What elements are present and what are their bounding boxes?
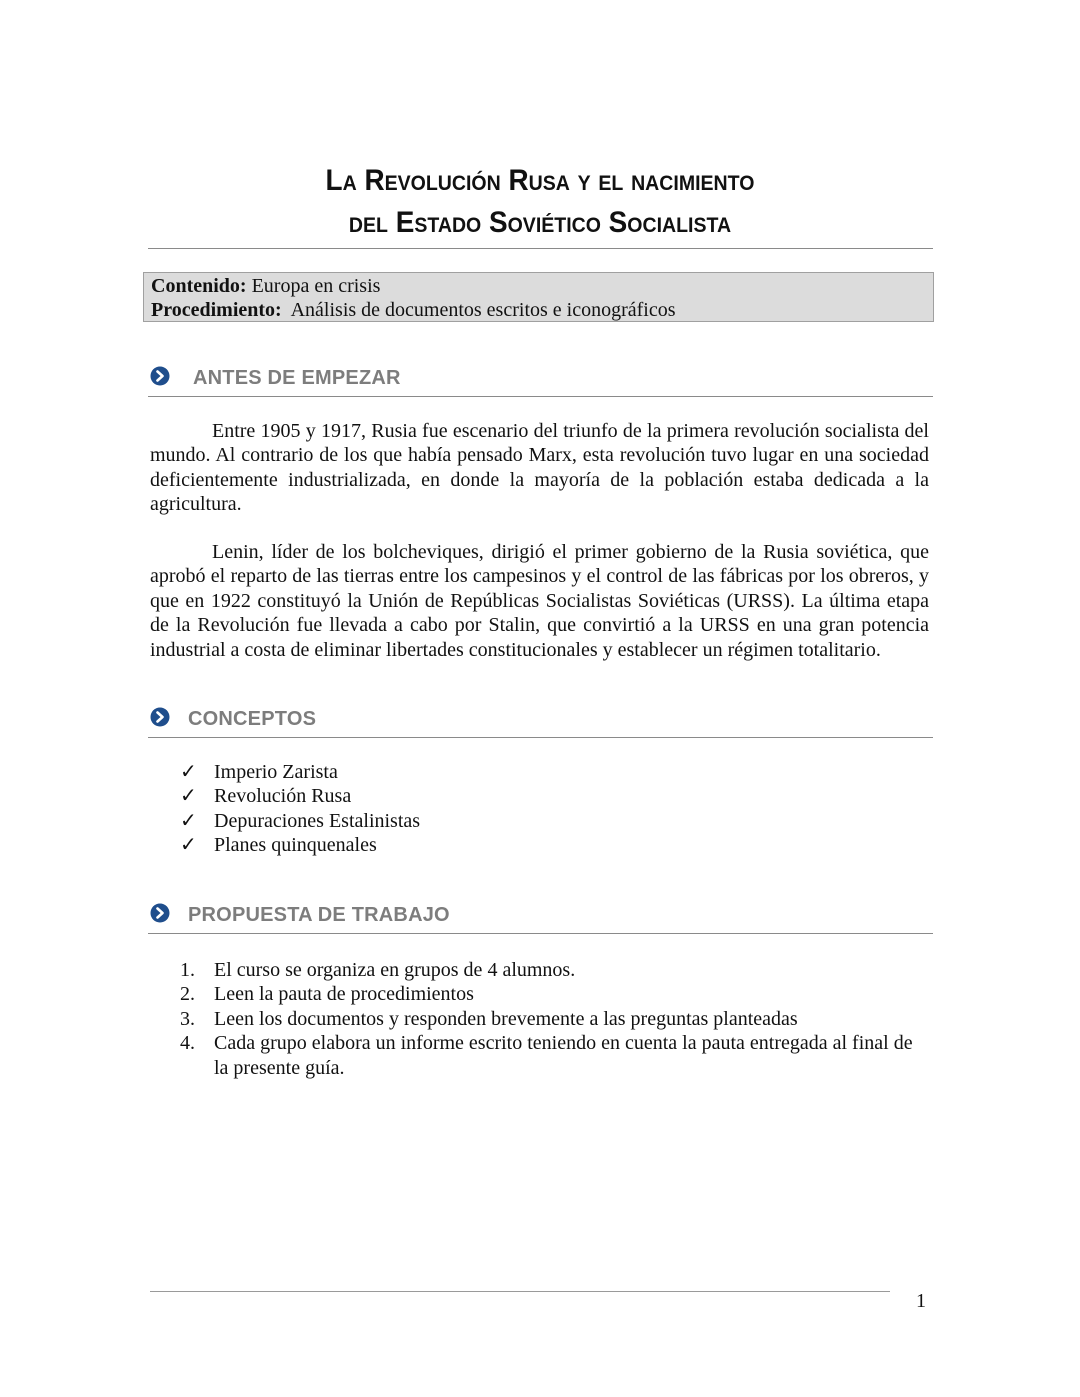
list-item	[180, 1007, 930, 1031]
list-item	[180, 760, 420, 784]
concept-text: Depuraciones Estalinistas	[214, 809, 421, 832]
concept-text: Planes quinquenales	[214, 834, 377, 857]
concept-text: Revolución Rusa	[214, 785, 352, 808]
contenido-row	[151, 274, 933, 298]
arrow-circle-icon	[150, 366, 170, 386]
procedimiento-row	[151, 298, 933, 322]
section-title-conceptos: CONCEPTOS	[188, 708, 317, 730]
task-number: 1.	[180, 959, 195, 981]
contenido-value: Europa en crisis	[246, 275, 381, 297]
list-item	[180, 1031, 930, 1080]
concept-text: Imperio Zarista	[214, 761, 338, 783]
paragraph-intro: Entre 1905 y 1917, Rusia fue escenario del triunfo de la primera revolución socialista del mundo. Al contrario de los que había pensado Marx, esta revolución tuvo lugar en una sociedad deficientemente industrializada, en donde la mayoría de la población estaba dedicada a la agricultura.	[150, 420, 929, 516]
task-text: Leen los documentos y responden brevemente a las preguntas planteadas	[214, 1007, 798, 1030]
task-number: 4.	[180, 1032, 195, 1055]
tasks-list	[180, 958, 930, 1080]
info-box	[143, 272, 934, 322]
arrow-circle-icon	[150, 903, 170, 923]
page-number: 1	[916, 1290, 926, 1312]
page-title	[175, 160, 904, 244]
title-divider	[148, 248, 933, 249]
paragraph-lenin: Lenin, líder de los bolcheviques, dirigió el primer gobierno de la Rusia soviética, que aprobó el reparto de las tierras entre los campesinos y el control de las fábricas por los obreros, y que en 1922 constituyó la Unión de Repúblicas Socialistas Soviéticas (URSS). La última etapa de la Revolución fue llevada a cabo por Stalin, que convirtió a la URSS en una gran potencia industrial a costa de eliminar libertades constitucionales y establecer un régimen totalitario.	[150, 541, 929, 661]
contenido-label: Contenido:	[151, 275, 247, 297]
list-item	[180, 982, 930, 1006]
procedimiento-label: Procedimiento:	[151, 299, 282, 321]
task-text: Cada grupo elabora un informe escrito teniendo en cuenta la pauta entregada al final de la presente guía.	[214, 1032, 913, 1079]
check-icon: ✓	[180, 785, 197, 808]
arrow-circle-icon	[150, 707, 170, 727]
check-icon: ✓	[180, 761, 197, 783]
section-propuesta	[148, 903, 933, 934]
task-number: 2.	[180, 983, 195, 1006]
section-antes-de-empezar	[148, 366, 933, 397]
list-item	[180, 784, 420, 808]
list-item	[180, 958, 930, 982]
title-line-2: del Estado Soviético Socialista	[348, 206, 732, 239]
task-text: Leen la pauta de procedimientos	[214, 983, 474, 1006]
section-title-propuesta: PROPUESTA DE TRABAJO	[188, 904, 450, 926]
section-title-antes: ANTES DE EMPEZAR	[193, 367, 401, 389]
title-line-1: La Revolución Rusa y el nacimiento	[325, 164, 755, 197]
procedimiento-value: Análisis de documentos escritos e iconográficos	[281, 299, 676, 321]
task-number: 3.	[180, 1007, 195, 1030]
section-conceptos	[148, 707, 933, 738]
footer-divider	[150, 1291, 890, 1292]
concepts-list	[180, 760, 420, 858]
list-item	[180, 833, 420, 857]
task-text: El curso se organiza en grupos de 4 alumnos.	[214, 959, 576, 981]
check-icon: ✓	[180, 834, 197, 857]
check-icon: ✓	[180, 809, 197, 832]
list-item	[180, 809, 420, 833]
